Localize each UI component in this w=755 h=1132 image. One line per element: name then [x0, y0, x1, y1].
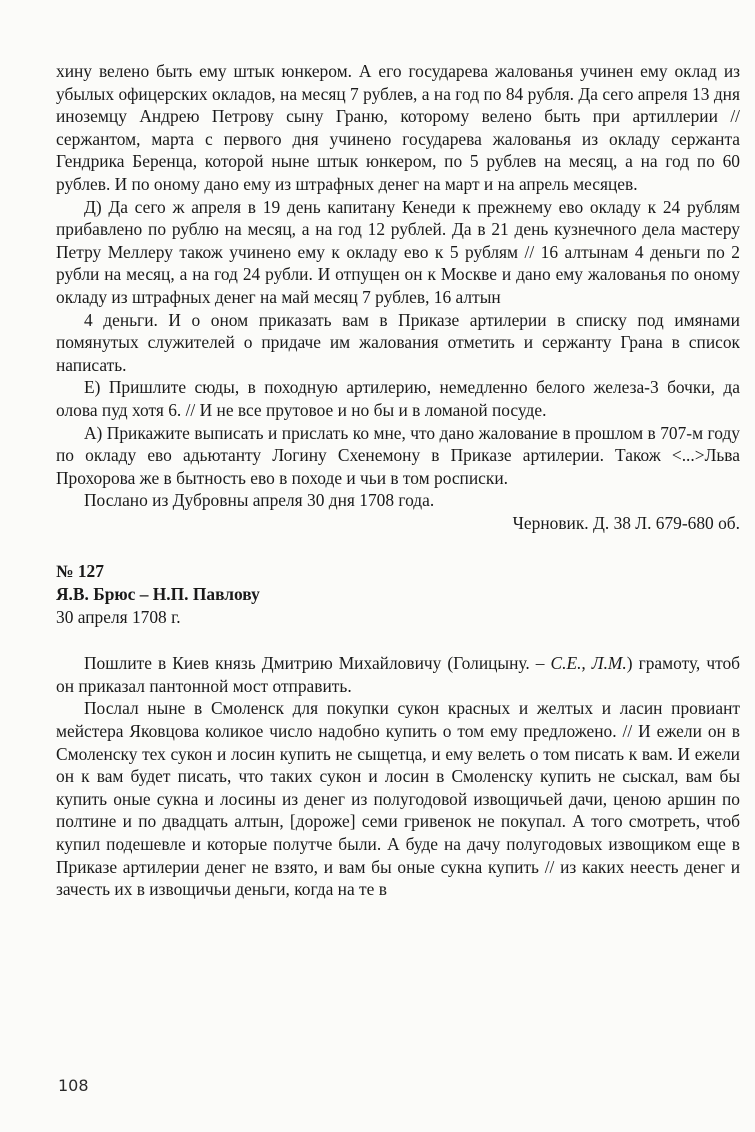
body-text	[56, 60, 740, 901]
paragraph-dengi: 4 деньги. И о оном приказать вам в Приказе артилерии в списку под имянами помянутых служителей о придаче им жалования отметить и сержанту Грана в список написать.	[56, 309, 740, 375]
document-number: № 127	[56, 561, 104, 582]
page-number: 108	[58, 1076, 89, 1095]
kiev-text-before: Пошлите в Киев князь Дмитрию Михайловичу (Голицыну.	[84, 653, 536, 674]
paragraph-a: А) Прикажите выписать и прислать ко мне, что дано жалование в прошлом в 707-м году по окладу ево адьютанту Логину Схенемону в Приказе артилерии. Також <...>Льва Прохорова же в бытность ево в походе и чьи в том росписки.	[56, 422, 740, 488]
editor-initials: – С.Е., Л.М.	[535, 653, 627, 674]
paragraph-e: Е) Пришлите сюды, в походную артилерию, немедленно белого железа-3 бочки, да олова пуд хотя 6. // И не все прутовое и но бы и в ломаной посуде.	[56, 377, 740, 420]
kiev-text-after: ) грамоту, чтоб он приказал пантонной мост отправить.	[56, 653, 740, 696]
paragraph-kiev	[56, 652, 740, 697]
document-heading: Я.В. Брюс – Н.П. Павлову	[56, 584, 260, 605]
paragraph-d: Д) Да сего ж апреля в 19 день капитану Кенеди к прежнему ево окладу к 24 рублям прибавлено по рублю на месяц, а на год 12 рублей. Да в 21 день кузнечного дела мастеру Петру Меллеру також учинено ему к окладу ево к 5 рублям // 16 алтынам 4 деньги по 2 рубли на месяц, а на год 24 рубли. И отпущен он к Москве и дано ему жалованья по оному окладу из штрафных денег на май месяц 7 рублев, 16 алтын	[56, 196, 740, 307]
source-note: Черновик. Д. 38 Л. 679-680 об.	[512, 512, 740, 533]
paragraph-continuation: хину велено быть ему штык юнкером. А его государева жалованья учинен ему оклад из убылых офицерских окладов, на месяц 7 рублев, а на год по 84 рубля. Да сего апреля 13 дня иноземцу Андрею Петрову сыну Граню, которому велено быть при артиллерии // сержантом, марта с первого дня учинено государева жалованья из окладу сержанта Гендрика Беренца, которой ныне штык юнкером, по 5 рублев на месяц, а на год по 60 рублев. И по оному дано ему из штрафных денег на март и на апрель месяцев.	[56, 61, 740, 194]
document-date: 30 апреля 1708 г.	[56, 606, 181, 627]
paragraph-sent-from: Послано из Дубровны апреля 30 дня 1708 года.	[84, 490, 435, 511]
paragraph-smolensk: Послал ныне в Смоленск для покупки сукон красных и желтых и ласин провиант мейстера Яковцова коликое число надобно купить о том ему предложено. // И ежели он в Смоленску тех сукон и лосин купить не сыщетца, и ему велеть о том писать к вам. И ежели он к вам будет писать, что таких сукон и лосин в Смоленску купить не сыскал, вам бы купить оные сукна и лосины из денег из полугодовой извощичьей дачи, ценою аршин по полтине и по двадцать алтын, [дороже] семи гривенок не покупал. А того смотреть, чтоб купил подешевле и которые полутче были. А буде на дачу полугодовых извощиком еще в Приказе артилерии денег не взято, и вам бы оные сукна купить // из каких неесть денег и зачесть их в извощичьи деньги, когда на те в	[56, 698, 740, 900]
